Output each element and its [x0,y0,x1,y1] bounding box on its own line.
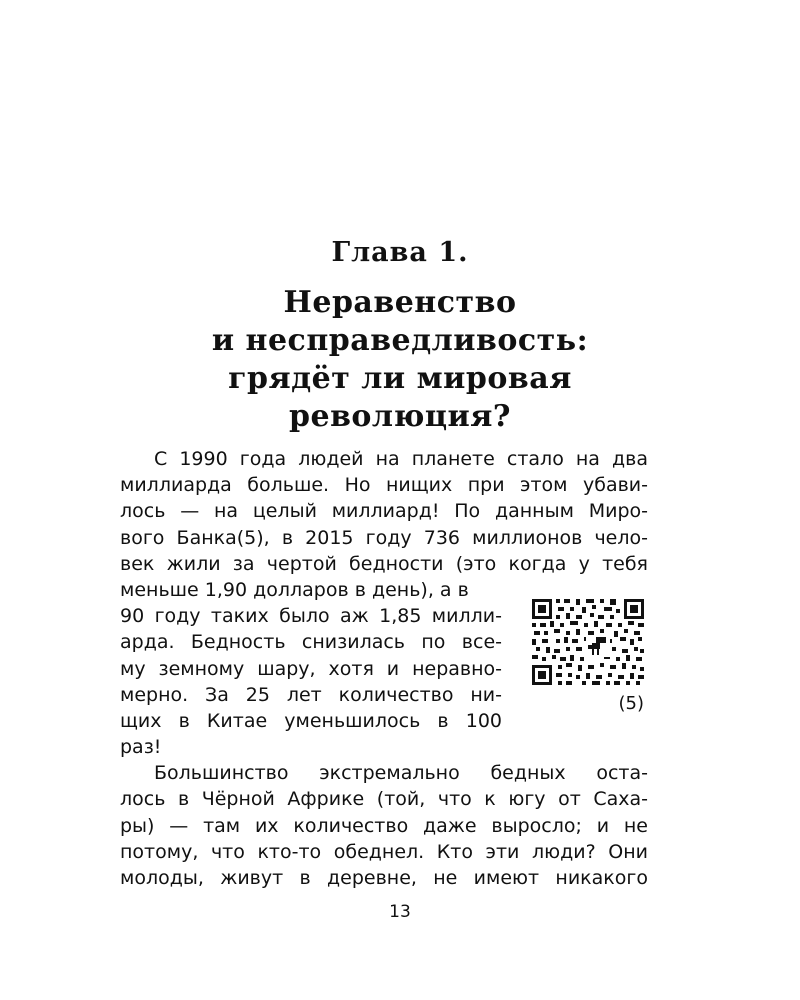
text-line: мерно. За 25 лет количество ни- [120,683,502,706]
page-number: 13 [389,902,411,922]
text-line: лось в Чёрной Африке (той, что к югу от Саха- [120,788,648,811]
chapter-title-line: и несправедливость: [211,323,589,358]
text-line: щих в Китае уменьшилось в 100 [120,709,502,732]
chapter-title-line: революция? [289,399,511,434]
text-line: век жили за чертой бедности (это когда у тебя [120,552,648,575]
qr-reference [530,597,646,714]
text-line: 90 году таких было аж 1,85 милли- [120,605,502,628]
text-line: С 1990 года людей на планете стало на два [154,448,648,470]
chapter-title [0,284,800,436]
chapter-label: Глава 1. [331,237,469,268]
text-line: вого Банка(5), в 2015 году 736 миллионов чело- [120,526,648,549]
qr-code-icon[interactable] [530,597,646,687]
text-line: Большинство экстремально бедных оста- [154,762,648,785]
text-line: лось — на целый миллиард! По данным Миро- [120,500,648,523]
text-line: арда. Бедность снизилась по все- [120,631,502,654]
text-line: потому, что кто-то обеднел. Кто эти люди? Они [120,840,648,863]
text-line: меньше 1,90 долларов в день), а в [120,578,469,601]
text-line: молоды, живут в деревне, не имеют никакого [120,867,648,889]
chapter-title-line: грядёт ли мировая [228,361,572,396]
text-line: му земному шару, хотя и неравно- [120,657,502,680]
chapter-title-line: Неравенство [283,285,517,320]
text-line: ры) — там их количество даже выросло; и не [120,814,648,837]
qr-caption: (5) [618,693,644,714]
text-line: миллиарда больше. Но нищих при этом убави- [120,474,648,497]
text-line: раз! [120,736,162,759]
